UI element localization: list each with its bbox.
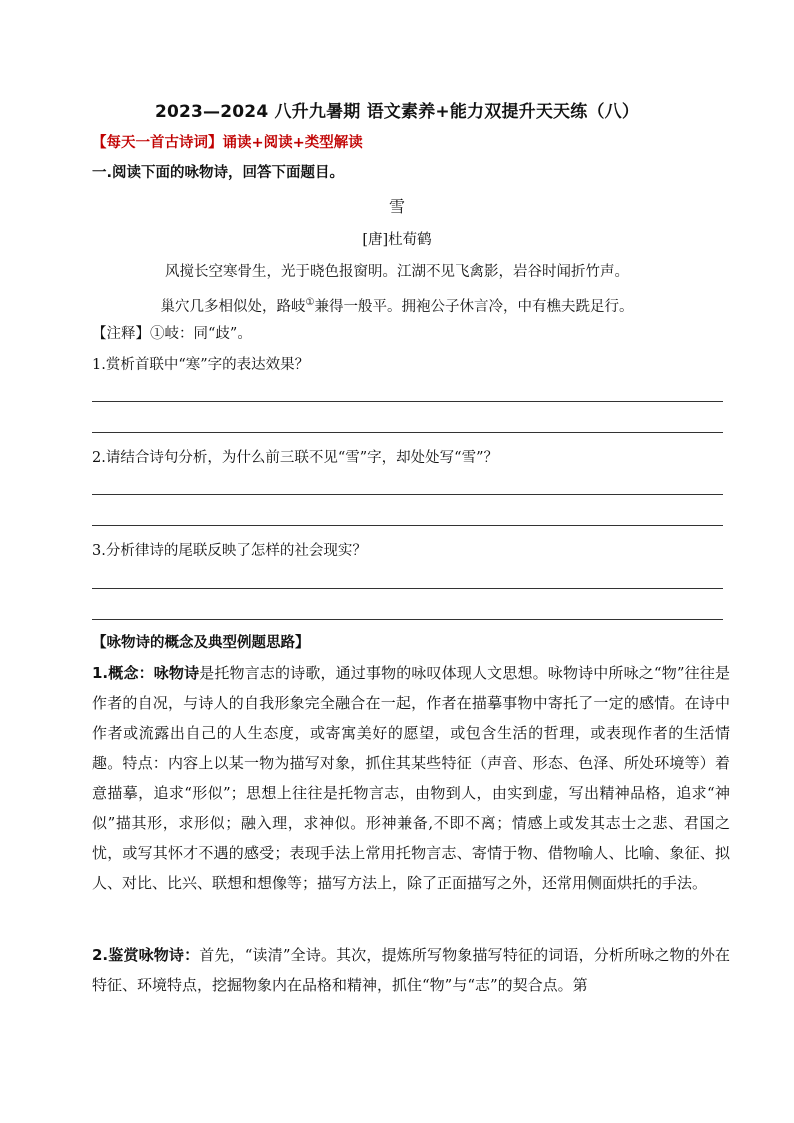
poem-line-2	[0, 293, 794, 317]
poem-author: [唐]杜荀鹤	[362, 232, 432, 248]
answer-line[interactable]	[92, 494, 723, 495]
concept-text: 是托物言志的诗歌，通过事物的咏叹体现人文思想。咏物诗中所咏之“物”往往是作者的自况，与诗人的自我形象完全融合在一起，作者在描摹事物中寄托了一定的感情。在诗中作者或流露出自己的人生态度，或寄寓美好的愿望，或包含生活的哲理，或表现作者的生活情趣。特点：内容上以某一物为描写对象，抓住其某些特征（声音、形态、色泽、所处环境等）着意描摹，追求“形似”；思想上往往是托物言志，由物到人，由实到虚，写出精神品格，追求“神似”描其形，求形似；融入理，求神似。形神兼备,不即不离；情感上或发其志士之悲、君国之忧，或写其怀才不遇的感受；表现手法上常用托物言志、寄情于物、借物喻人、比喻、象征、拟人、对比、比兴、联想和想像等；描写方法上，除了正面描写之外，还常用侧面烘托的手法。	[92, 664, 730, 892]
question-3: 3.分析律诗的尾联反映了怎样的社会现实？	[92, 543, 367, 559]
appreciation-label: 2.鉴赏咏物诗：	[92, 946, 200, 964]
concept-paragraph-2	[92, 940, 730, 1000]
page-title: 2023—2024 八升九暑期 语文素养+能力双提升天天练（八）	[154, 102, 640, 122]
answer-line[interactable]	[92, 432, 723, 433]
concept-label: 1.概念：	[92, 664, 154, 682]
poem-title: 雪	[388, 197, 405, 216]
poem-line-1: 风搅长空寒骨生，光于晓色报窗明。江湖不见飞禽影，岩谷时闻折竹声。	[165, 264, 629, 280]
footnote-mark: ①	[305, 297, 315, 308]
question-2: 2.请结合诗句分析，为什么前三联不见“雪”字，却处处写“雪”？	[92, 450, 498, 466]
poem-note: 【注释】①岐：同“歧”。	[92, 326, 252, 342]
poem-line-2-b: 兼得一般平。拥袍公子休言冷，中有樵夫跣足行。	[314, 298, 634, 315]
concept-heading: 【咏物诗的概念及典型例题思路】	[92, 635, 310, 651]
answer-line[interactable]	[92, 401, 723, 402]
answer-line[interactable]	[92, 588, 723, 589]
part1-heading: 一.阅读下面的咏物诗，回答下面题目。	[92, 165, 345, 181]
poem-line-2-a: 巢穴几多相似处，路岐	[160, 298, 306, 315]
concept-term: 咏物诗	[153, 664, 200, 682]
section-tag	[92, 133, 732, 153]
appreciation-text: 首先，“读清”全诗。其次，提炼所写物象描写特征的词语，分析所咏之物的外在特征、环境特点，挖掘物象内在品格和精神，抓住“物”与“志”的契合点。第	[92, 946, 731, 994]
concept-paragraph-1	[92, 658, 730, 898]
question-1: 1.赏析首联中“寒”字的表达效果？	[92, 357, 310, 373]
section-tag-text: 诵读+阅读+类型解读	[222, 135, 363, 151]
answer-line[interactable]	[92, 525, 723, 526]
section-tag-bracket: 【每天一首古诗词】	[92, 135, 223, 151]
answer-line[interactable]	[92, 619, 723, 620]
